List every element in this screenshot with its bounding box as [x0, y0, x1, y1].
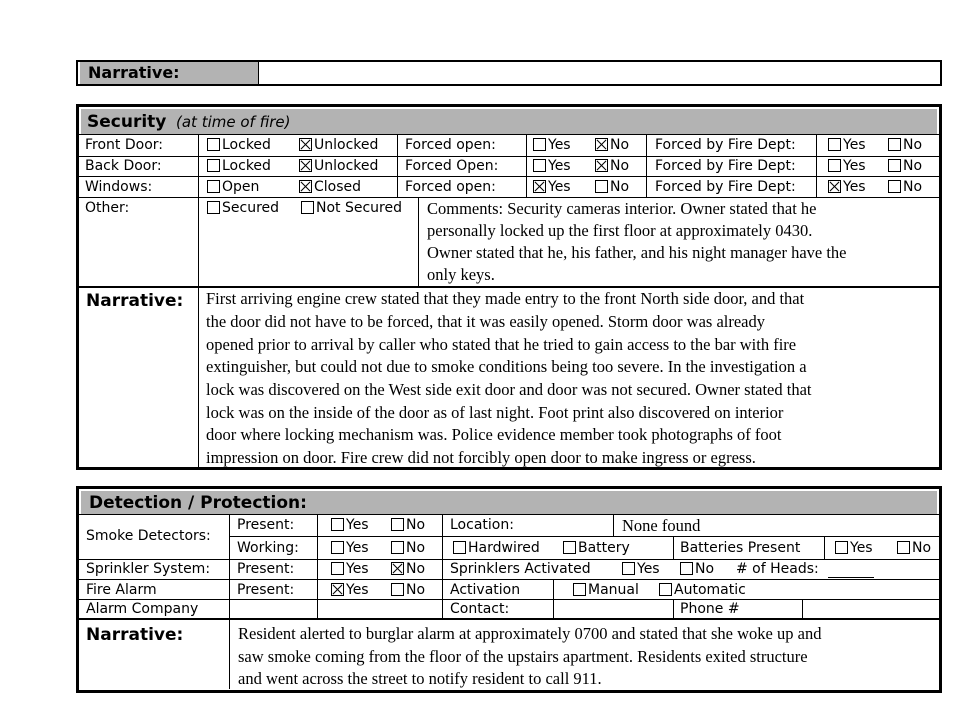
windows-forced-yes[interactable]: Yes	[533, 178, 571, 196]
phone-field[interactable]	[803, 600, 935, 618]
battery-option[interactable]: Battery	[563, 539, 630, 557]
security-narrative-label: Narrative:	[86, 291, 184, 311]
top-narrative-label: Narrative:	[88, 63, 180, 82]
detection-section	[76, 486, 942, 693]
narrative-line: First arriving engine crew stated that they made entry to the front North side door, and that	[206, 289, 805, 308]
phone-label: Phone #	[680, 601, 740, 617]
windows-open-option[interactable]: Open	[207, 178, 259, 196]
other-label: Other:	[85, 200, 130, 216]
front-door-forced-no[interactable]: No	[595, 136, 629, 154]
other-secured-option[interactable]: Secured	[207, 199, 279, 217]
narrative-line: impression on door. Fire crew did not forcibly open door to make ingress or egress.	[206, 448, 756, 467]
checkbox-icon[interactable]	[331, 541, 344, 554]
narrative-line: door where locking mechanism was. Police evidence member took photographs of foot	[206, 425, 782, 444]
back-door-fd-no[interactable]: No	[888, 157, 922, 175]
narrative-line: lock was discovered on the West side exit door and door was not secured. Owner stated that	[206, 380, 812, 399]
sprinklers-activated-yes[interactable]: Yes	[622, 560, 660, 578]
comment-line: personally locked up the first floor at approximately 0430.	[427, 221, 813, 240]
windows-fd-no[interactable]: No	[888, 178, 922, 196]
top-narrative-label-cell	[80, 62, 259, 84]
batteries-present-no[interactable]: No	[897, 539, 931, 557]
front-door-label: Front Door:	[85, 137, 163, 153]
security-title: Security	[87, 112, 167, 132]
checkbox-checked-icon[interactable]	[391, 562, 404, 575]
narrative-line: and went across the street to notify resident to call 911.	[238, 669, 602, 688]
checkbox-icon[interactable]	[207, 201, 220, 214]
front-door-fd-label: Forced by Fire Dept:	[655, 137, 796, 153]
checkbox-icon[interactable]	[207, 180, 220, 193]
location-label: Location:	[450, 517, 514, 533]
front-door-forced-label: Forced open:	[405, 137, 496, 153]
checkbox-icon[interactable]	[573, 583, 586, 596]
checkbox-icon[interactable]	[331, 562, 344, 575]
detection-narrative-label: Narrative:	[86, 625, 184, 645]
checkbox-icon[interactable]	[391, 541, 404, 554]
back-door-forced-yes[interactable]: Yes	[533, 157, 571, 175]
checkbox-icon[interactable]	[563, 541, 576, 554]
narrative-line: saw smoke coming from the floor of the upstairs apartment. Residents exited structure	[238, 647, 808, 666]
smoke-working-yes[interactable]: Yes	[331, 539, 369, 557]
front-door-fd-no[interactable]: No	[888, 136, 922, 154]
windows-forced-label: Forced open:	[405, 179, 496, 195]
windows-closed-option[interactable]: Closed	[299, 178, 361, 196]
num-heads-label: # of Heads:	[736, 561, 819, 577]
checkbox-icon[interactable]	[888, 138, 901, 151]
checkbox-icon[interactable]	[828, 138, 841, 151]
num-heads-field[interactable]	[828, 577, 874, 578]
checkbox-checked-icon[interactable]	[533, 180, 546, 193]
checkbox-icon[interactable]	[659, 583, 672, 596]
smoke-detectors-label: Smoke Detectors:	[86, 528, 211, 544]
smoke-present-yes[interactable]: Yes	[331, 516, 369, 534]
comment-line: Owner stated that he, his father, and his night manager have the	[427, 243, 847, 262]
narrative-line: the door did not have to be forced, that it was easily opened. Storm door was already	[206, 312, 766, 331]
windows-forced-no[interactable]: No	[595, 178, 629, 196]
checkbox-icon[interactable]	[301, 201, 314, 214]
security-section	[76, 104, 942, 470]
top-narrative-box	[76, 60, 942, 86]
back-door-fd-label: Forced by Fire Dept:	[655, 158, 796, 174]
front-door-forced-yes[interactable]: Yes	[533, 136, 571, 154]
fire-alarm-present-yes[interactable]: Yes	[331, 581, 369, 599]
batteries-present-yes[interactable]: Yes	[835, 539, 873, 557]
automatic-option[interactable]: Automatic	[659, 581, 746, 599]
top-narrative-field[interactable]	[259, 62, 939, 84]
contact-label: Contact:	[450, 601, 510, 617]
sprinkler-present-label: Present:	[237, 561, 295, 577]
batteries-present-label: Batteries Present	[680, 540, 801, 556]
checkbox-icon[interactable]	[391, 583, 404, 596]
checkbox-icon[interactable]	[533, 159, 546, 172]
checkbox-icon[interactable]	[207, 138, 220, 151]
checkbox-checked-icon[interactable]	[331, 583, 344, 596]
front-door-fd-yes[interactable]: Yes	[828, 136, 866, 154]
back-door-locked-option[interactable]: Locked	[207, 157, 271, 175]
checkbox-icon[interactable]	[391, 518, 404, 531]
back-door-fd-yes[interactable]: Yes	[828, 157, 866, 175]
checkbox-checked-icon[interactable]	[595, 159, 608, 172]
other-not-secured-option[interactable]: Not Secured	[301, 199, 402, 217]
sprinklers-activated-no[interactable]: No	[680, 560, 714, 578]
hardwired-option[interactable]: Hardwired	[453, 539, 540, 557]
smoke-present-label: Present:	[237, 517, 295, 533]
checkbox-icon[interactable]	[595, 180, 608, 193]
sprinkler-present-yes[interactable]: Yes	[331, 560, 369, 578]
checkbox-icon[interactable]	[888, 180, 901, 193]
alarm-company-label: Alarm Company	[86, 601, 199, 617]
comment-line: Comments: Security cameras interior. Owner stated that he	[427, 199, 817, 218]
back-door-forced-no[interactable]: No	[595, 157, 629, 175]
checkbox-icon[interactable]	[207, 159, 220, 172]
contact-field[interactable]	[554, 600, 673, 618]
narrative-line: Resident alerted to burglar alarm at approximately 0700 and stated that she woke up and	[238, 624, 822, 643]
windows-fd-yes[interactable]: Yes	[828, 178, 866, 196]
back-door-label: Back Door:	[85, 158, 162, 174]
checkbox-icon[interactable]	[622, 562, 635, 575]
checkbox-icon[interactable]	[331, 518, 344, 531]
checkbox-icon[interactable]	[828, 159, 841, 172]
narrative-line: extinguisher, but could not due to smoke conditions being too severe. In the investigation a	[206, 357, 807, 376]
sprinkler-present-no[interactable]: No	[391, 560, 425, 578]
checkbox-checked-icon[interactable]	[299, 138, 312, 151]
windows-fd-label: Forced by Fire Dept:	[655, 179, 796, 195]
checkbox-icon[interactable]	[453, 541, 466, 554]
manual-option[interactable]: Manual	[573, 581, 639, 599]
fire-alarm-present-no[interactable]: No	[391, 581, 425, 599]
narrative-line: lock was on the inside of the door as of last night. Foot print also discovered on interior	[206, 403, 784, 422]
fire-alarm-label: Fire Alarm	[86, 582, 157, 598]
smoke-present-no[interactable]: No	[391, 516, 425, 534]
sprinkler-system-label: Sprinkler System:	[86, 561, 211, 577]
smoke-working-no[interactable]: No	[391, 539, 425, 557]
sprinklers-activated-label: Sprinklers Activated	[450, 561, 591, 577]
back-door-unlocked-option[interactable]: Unlocked	[299, 157, 378, 175]
front-door-unlocked-option[interactable]: Unlocked	[299, 136, 378, 154]
checkbox-icon[interactable]	[680, 562, 693, 575]
checkbox-icon[interactable]	[835, 541, 848, 554]
activation-label: Activation	[450, 582, 521, 598]
narrative-line: opened prior to arrival by caller who stated that he tried to gain access to the bar with fire	[206, 335, 797, 354]
checkbox-checked-icon[interactable]	[299, 180, 312, 193]
front-door-locked-option[interactable]: Locked	[207, 136, 271, 154]
fire-alarm-present-label: Present:	[237, 582, 295, 598]
checkbox-icon[interactable]	[888, 159, 901, 172]
alarm-company-field[interactable]	[230, 600, 442, 618]
security-subtitle: (at time of fire)	[176, 113, 291, 131]
checkbox-icon[interactable]	[533, 138, 546, 151]
detection-title: Detection / Protection:	[89, 493, 307, 513]
checkbox-checked-icon[interactable]	[595, 138, 608, 151]
location-value: None found	[622, 516, 701, 535]
back-door-forced-label: Forced Open:	[405, 158, 499, 174]
checkbox-icon[interactable]	[897, 541, 910, 554]
checkbox-checked-icon[interactable]	[828, 180, 841, 193]
checkbox-checked-icon[interactable]	[299, 159, 312, 172]
comment-line: only keys.	[427, 265, 495, 284]
smoke-working-label: Working:	[237, 540, 299, 556]
windows-label: Windows:	[85, 179, 153, 195]
